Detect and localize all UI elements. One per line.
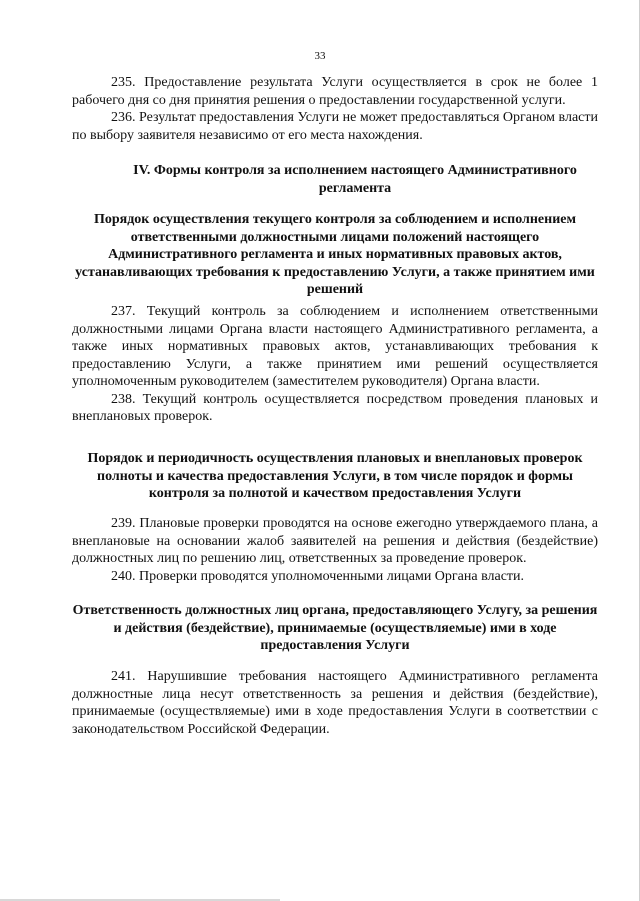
paragraph-group-237-238 — [72, 303, 598, 426]
paragraph-237: 237. Текущий контроль за соблюдением и исполнением ответственными должностными лицами Органа власти настоящего Административного регламента, а также иных нормативных правовых актов, устанавливающих требования к предоставлению Услуги, а также принятием ими решений осуществляется уполномоченным руководителем (заместителем руководителя) Органа власти. — [72, 304, 598, 389]
subheading-responsibility: Ответственность должностных лиц органа, предоставляющего Услугу, за решения и действия (бездействие), принимаемые (осуществляемые) ими в ходе предоставления Услуги — [72, 603, 598, 653]
subheading-inspections: Порядок и периодичность осуществления плановых и внеплановых проверок полноты и качества предоставления Услуги, в том числе порядок и формы контроля за полнотой и качеством предоставления Услуги — [87, 451, 583, 501]
paragraph-group-239-240 — [72, 515, 598, 585]
paragraph-236: 236. Результат предоставления Услуги не может предоставляться Органом власти по выбору заявителя независимо от его места нахождения. — [72, 110, 598, 143]
subheading-current-control: Порядок осуществления текущего контроля за соблюдением и исполнением ответственными должностными лицами положений настоящего Административного регламента и иных нормативных правовых актов, устанавливающих требования к предоставлению Услуги, а также принятием ими решений — [75, 212, 595, 297]
paragraph-238: 238. Текущий контроль осуществляется посредством проведения плановых и внеплановых проверок. — [72, 391, 598, 424]
paragraph-235: 235. Предоставление результата Услуги осуществляется в срок не более 1 рабочего дня со дня принятия решения о предоставлении государственной услуги. — [72, 75, 598, 108]
paragraph-241: 241. Нарушившие требования настоящего Административного регламента должностные лица несут ответственность за решения и действия (бездействие), принимаемые (осуществляемые) ими в ходе предоставления Услуги в соответствии с законодательством Российской Федерации. — [72, 669, 598, 737]
page-number: 33 — [314, 50, 326, 62]
paragraph-group-241 — [72, 668, 598, 738]
paragraph-239: 239. Плановые проверки проводятся на основе ежегодно утверждаемого плана, а внеплановые на основании жалоб заявителей на решения и действия (бездействие) должностных лиц по решению лиц, ответственных за проведение проверок. — [72, 516, 598, 566]
paragraph-group-235-236 — [72, 74, 598, 144]
section-heading: IV. Формы контроля за исполнением настоящего Административного регламента — [133, 163, 577, 196]
paragraph-240: 240. Проверки проводятся уполномоченными лицами Органа власти. — [111, 568, 525, 584]
